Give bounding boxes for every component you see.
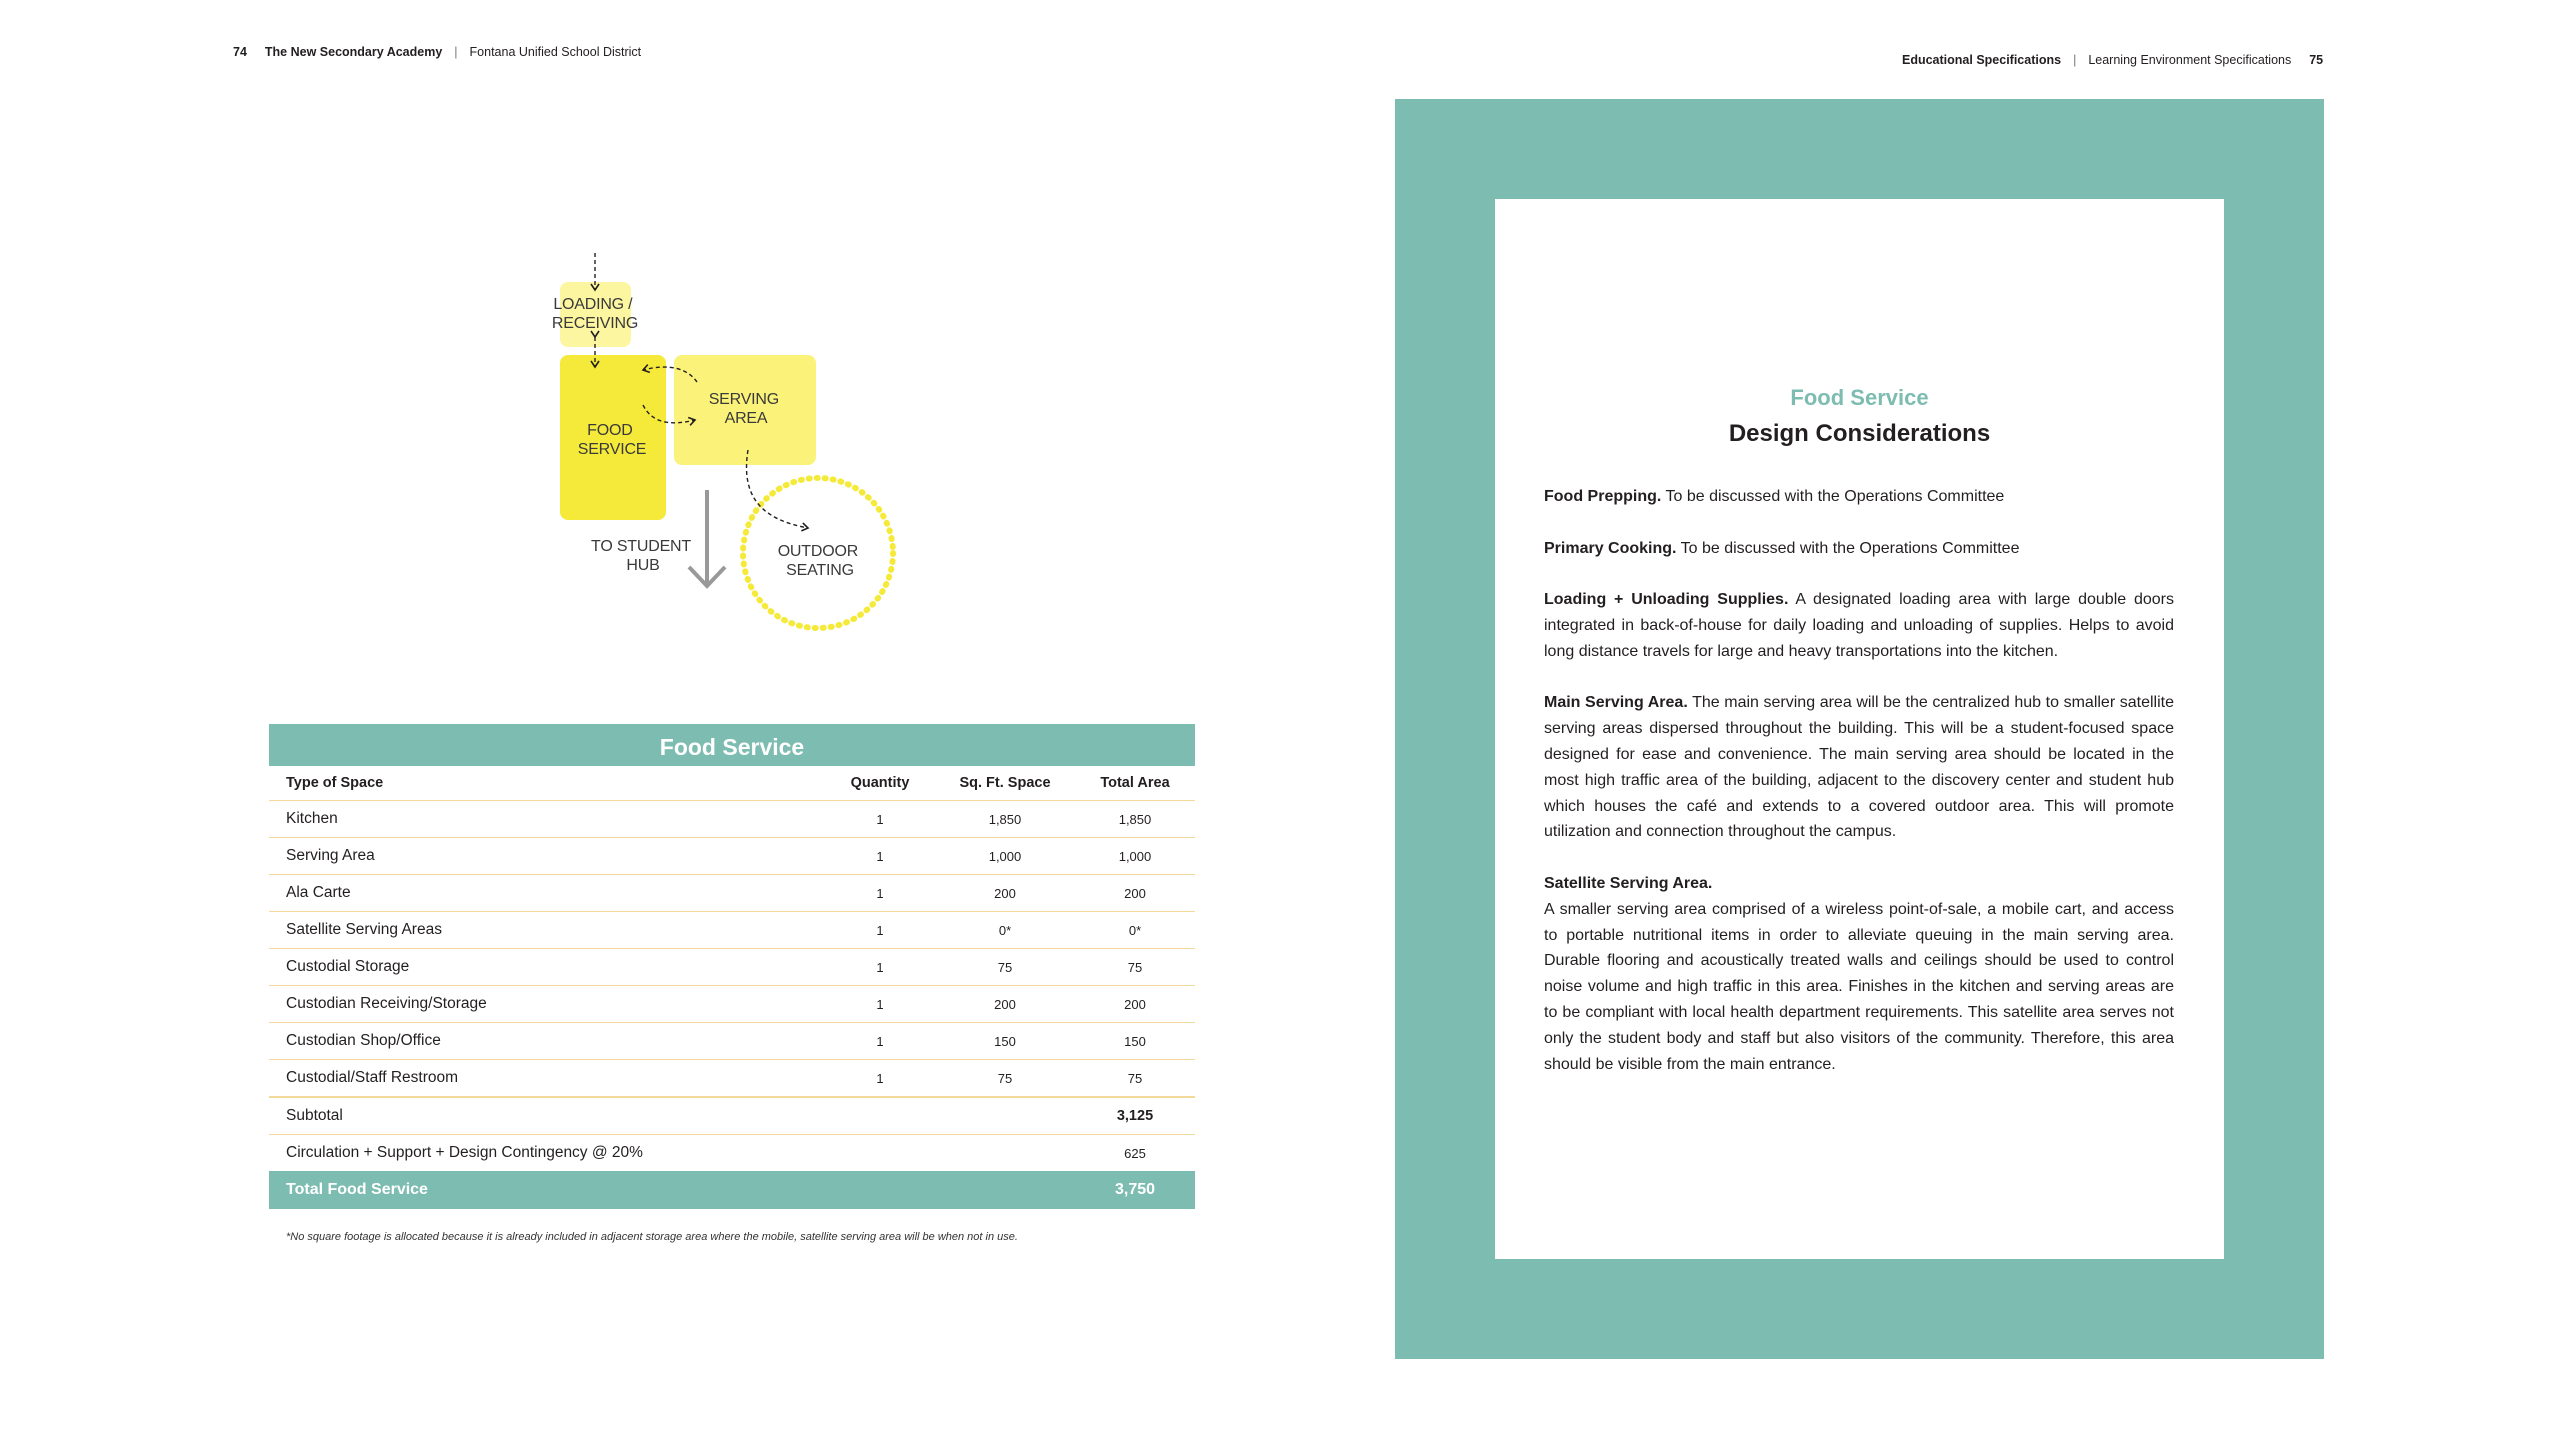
empty-cell [825,1171,935,1209]
cell-qty: 1 [825,949,935,986]
header-total: Total Area [1075,766,1195,801]
cell-type: Kitchen [269,801,825,838]
cell-sqft: 200 [935,986,1075,1023]
space-table [269,766,1195,1209]
consideration-item [1544,536,2174,562]
serving-label-line2: AREA [724,410,768,427]
cell-total: 0* [1075,912,1195,949]
cell-type: Custodian Shop/Office [269,1023,825,1060]
empty-cell [935,1097,1075,1135]
table-footnote: *No square footage is allocated because it is already included in adjacent storage area where the mobile, satellite serving area will be when not in use. [286,1231,1018,1243]
table-title: Food Service [269,724,1195,766]
cell-sqft: 200 [935,875,1075,912]
empty-cell [825,1097,935,1135]
space-program-table [269,724,1195,1209]
cell-type: Custodial Storage [269,949,825,986]
consideration-term: Primary Cooking. [1544,539,1677,557]
cell-sqft: 1,850 [935,801,1075,838]
table-row [269,912,1195,949]
student-hub-label [591,538,695,574]
hub-label-line1: TO STUDENT [591,538,691,555]
cell-qty: 1 [825,986,935,1023]
cell-qty: 1 [825,838,935,875]
right-page-number: 75 [2309,53,2324,67]
subtotal-label: Subtotal [269,1097,825,1135]
panel-heading: Design Considerations [1728,420,1991,447]
table-row [269,986,1195,1023]
cell-total: 150 [1075,1023,1195,1060]
total-value: 3,750 [1075,1171,1195,1209]
table-row [269,1060,1195,1098]
cell-total: 1,850 [1075,801,1195,838]
consideration-term: Satellite Serving Area. [1544,874,1713,892]
header-type: Type of Space [269,766,825,801]
consideration-term: Main Serving Area. [1544,694,1688,712]
hub-label-line2: HUB [626,557,660,574]
outdoor-label-line2: SEATING [786,562,854,579]
cell-sqft: 150 [935,1023,1075,1060]
cell-sqft: 75 [935,1060,1075,1098]
subtotal-value: 3,125 [1075,1097,1195,1135]
consideration-item [1544,690,2174,845]
panel-body [1544,484,2174,1103]
empty-cell [935,1135,1075,1172]
cell-total: 200 [1075,875,1195,912]
loading-label-line1: LOADING / [553,296,633,313]
total-row [269,1171,1195,1209]
subsection-name: Learning Environment Specifications [2088,53,2292,67]
left-page-number: 74 [233,45,247,59]
circulation-label: Circulation + Support + Design Contingency @ 20% [269,1135,825,1172]
outdoor-label-line1: OUTDOOR [777,543,859,560]
consideration-text: The main serving area will be the centralized hub to smaller satellite serving areas dispersed throughout the building. This will be a student-focused space designed for ease and convenience. The main serving area should be located in the most high traffic area of the building, adjacent to the discovery center and student hub which houses the café and extends to a covered outdoor area. This will promote utilization and connection throughout the campus. [1544,694,2175,841]
cell-total: 75 [1075,949,1195,986]
table-row [269,949,1195,986]
cell-sqft: 1,000 [935,838,1075,875]
cell-type: Custodian Receiving/Storage [269,986,825,1023]
header-separator: | [454,45,458,59]
cell-qty: 1 [825,801,935,838]
cell-qty: 1 [825,875,935,912]
header-separator: | [2073,53,2077,67]
food-label-line2: SERVICE [577,441,647,458]
school-name: The New Secondary Academy [264,45,443,59]
empty-cell [825,1135,935,1172]
circulation-row [269,1135,1195,1172]
consideration-text: To be discussed with the Operations Committee [1680,539,2020,557]
circulation-value: 625 [1075,1135,1195,1172]
cell-total: 1,000 [1075,838,1195,875]
cell-qty: 1 [825,912,935,949]
header-sqft: Sq. Ft. Space [935,766,1075,801]
consideration-term: Food Prepping. [1544,488,1662,505]
table-header-row [269,766,1195,801]
consideration-term: Loading + Unloading Supplies. [1544,591,1789,609]
cell-sqft: 75 [935,949,1075,986]
panel-kicker: Food Service [1790,385,1929,410]
cell-type: Custodial/Staff Restroom [269,1060,825,1098]
serving-label-line1: SERVING [708,391,780,408]
food-label-line1: FOOD [587,422,633,439]
consideration-text: To be discussed with the Operations Committee [1665,488,2005,505]
empty-cell [935,1171,1075,1209]
table-row [269,1023,1195,1060]
table-row [269,838,1195,875]
adjacency-diagram [540,245,920,645]
cell-total: 75 [1075,1060,1195,1098]
total-label: Total Food Service [269,1171,825,1209]
cell-qty: 1 [825,1060,935,1098]
consideration-item [1544,484,2174,510]
consideration-item [1544,871,2174,1077]
adjacency-diagram-svg [540,245,920,645]
header-quantity: Quantity [825,766,935,801]
district-name: Fontana Unified School District [469,45,642,59]
loading-label-line2: RECEIVING [551,315,639,332]
left-page-header [233,45,641,59]
cell-type: Ala Carte [269,875,825,912]
outdoor-seating-label [778,543,863,579]
table-row [269,875,1195,912]
consideration-text: A designated loading area with large double doors integrated in back-of-house for daily loading and unloading of supplies. Helps to avoid long distance travels for large and heavy transportations into the kitchen. [1544,591,2175,660]
right-page-header [1902,53,2323,67]
cell-qty: 1 [825,1023,935,1060]
section-name: Educational Specifications [1902,53,2062,67]
consideration-text: A smaller serving area comprised of a wireless point-of-sale, a mobile cart, and access to portable nutritional items in order to alleviate queuing in the main serving area. Durable flooring and acoustically treated walls and ceilings should be used to control noise volume and high traffic in this area. Finishes in the kitchen and serving areas are to be compliant with local health department requirements. This satellite area serves not only the student body and staff but also visitors of the community. Therefore, this area should be visible from the main entrance. [1544,900,2174,1073]
cell-sqft: 0* [935,912,1075,949]
cell-total: 200 [1075,986,1195,1023]
cell-type: Satellite Serving Areas [269,912,825,949]
cell-type: Serving Area [269,838,825,875]
table-row [269,801,1195,838]
consideration-item [1544,587,2174,664]
subtotal-row [269,1097,1195,1135]
